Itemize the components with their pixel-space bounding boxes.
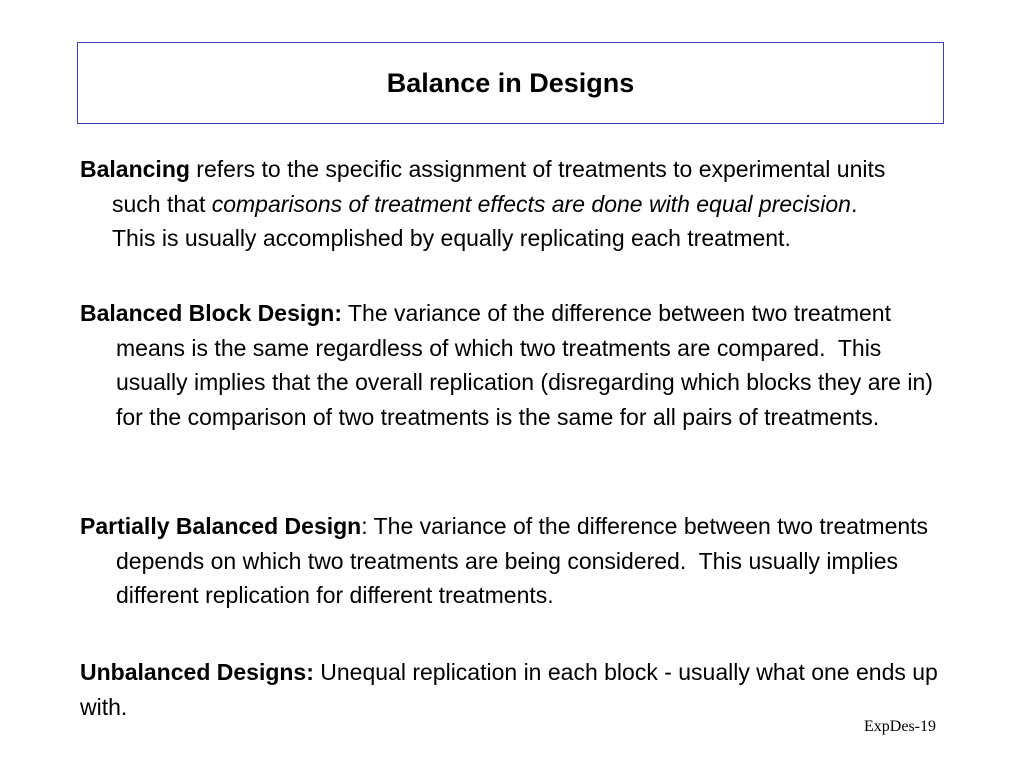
balanced-block-design-text: The variance of the difference between two treatment means is the same regardless of which two treatments are compared. This usually implies that the overall replication (disregarding which blocks they are in) for the comparison of two treatments is the same for all pairs of treatments.: [116, 300, 940, 430]
term-balanced-block-design: Balanced Block Design:: [80, 300, 343, 326]
balancing-text-2: . This is usually accomplished by equally replicating each treatment.: [112, 190, 870, 251]
paragraph-balanced-block-design: [80, 296, 940, 434]
term-unbalanced-designs: Unbalanced Designs:: [80, 659, 314, 685]
slide-number: ExpDes-19: [864, 718, 936, 735]
partially-balanced-design-text: : The variance of the difference between two treatments depends on which two treatments are being considered. This usually implies different replication for different treatments.: [116, 513, 935, 608]
title-box: [77, 42, 944, 124]
paragraph-unbalanced-designs: [80, 655, 980, 724]
balancing-text-1: refers to the specific assignment of treatments to experimental units such that: [112, 156, 892, 217]
slide-title: Balance in Designs: [386, 67, 635, 98]
term-partially-balanced-design: Partially Balanced Design: [80, 513, 362, 539]
term-balancing: Balancing: [80, 156, 190, 182]
paragraph-partially-balanced-design: [80, 509, 946, 613]
unbalanced-designs-text: Unequal replication in each block - usually what one ends up with.: [80, 659, 945, 720]
balancing-emphasis: comparisons of treatment effects are done with equal precision: [211, 190, 851, 217]
paragraph-balancing: [80, 152, 912, 256]
